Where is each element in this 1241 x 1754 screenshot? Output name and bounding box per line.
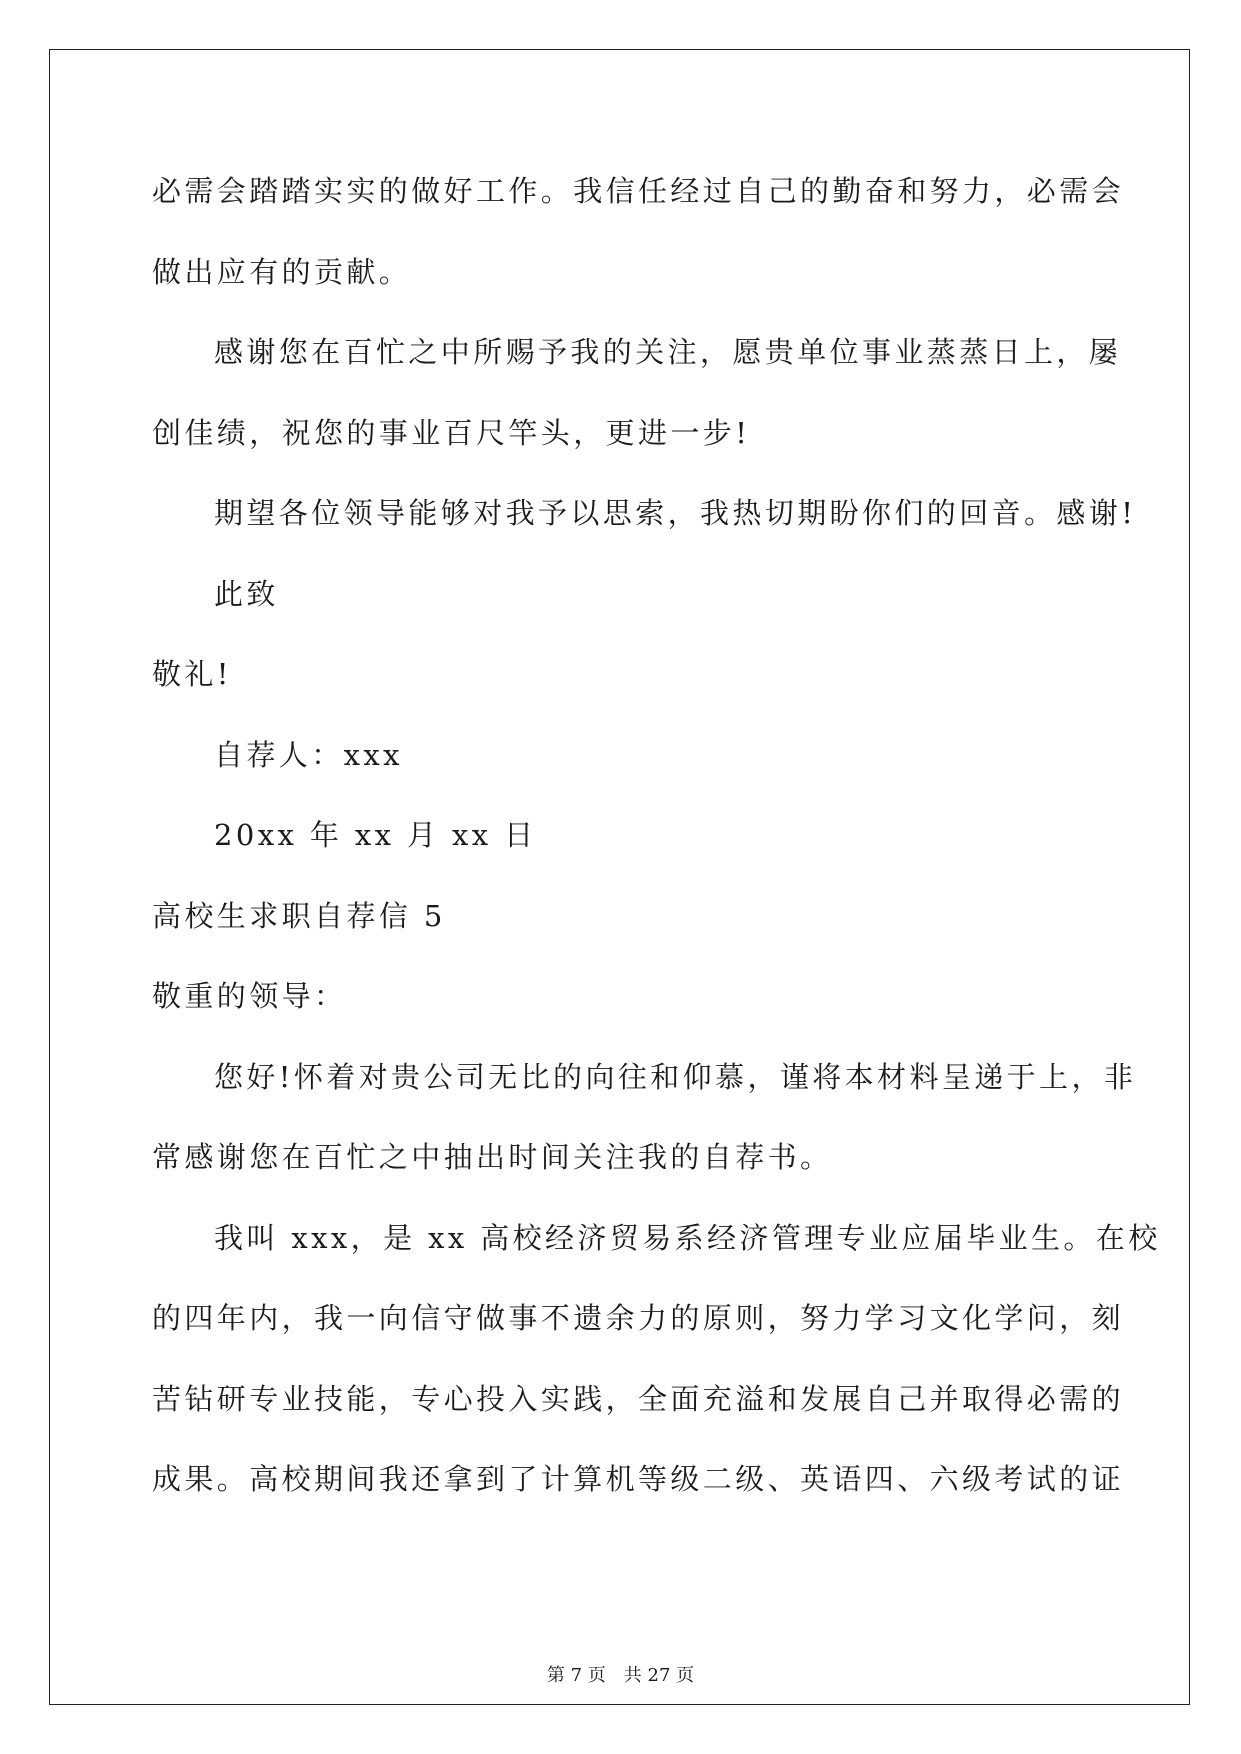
body-line: 必需会踏踏实实的做好工作。我信任经过自己的勤奋和努力，必需会 <box>152 174 1125 208</box>
body-line: 常感谢您在百忙之中抽出时间关注我的自荐书。 <box>152 1140 833 1174</box>
date-line: 20xx 年 xx 月 xx 日 <box>214 818 537 852</box>
body-line: 感谢您在百忙之中所赐予我的关注，愿贵单位事业蒸蒸日上，屡 <box>214 335 1122 369</box>
body-line: 期望各位领导能够对我予以思索，我热切期盼你们的回音。感谢! <box>214 496 1137 530</box>
section-heading: 高校生求职自荐信 5 <box>152 899 446 933</box>
body-line: 您好!怀着对贵公司无比的向往和仰慕，谨将本材料呈递于上，非 <box>214 1060 1137 1094</box>
signature-line: 自荐人：xxx <box>214 738 403 772</box>
body-line: 成果。高校期间我还拿到了计算机等级二级、英语四、六级考试的证 <box>152 1462 1125 1496</box>
body-line: 我叫 xxx，是 xx 高校经济贸易系经济管理专业应届毕业生。在校 <box>214 1221 1161 1255</box>
body-line: 苦钻研专业技能，专心投入实践，全面充溢和发展自己并取得必需的 <box>152 1382 1125 1416</box>
body-line: 做出应有的贡献。 <box>152 255 412 289</box>
body-line: 创佳绩，祝您的事业百尺竿头，更进一步! <box>152 416 751 450</box>
page-border <box>49 49 1190 1705</box>
closing-regards: 敬礼! <box>152 657 232 691</box>
body-line: 的四年内，我一向信守做事不遗余力的原则，努力学习文化学问，刻 <box>152 1301 1125 1335</box>
page-number-footer: 第 7 页 共 27 页 <box>546 1665 695 1686</box>
greeting-line: 敬重的领导： <box>152 979 347 1013</box>
closing-salutation: 此致 <box>214 577 279 611</box>
